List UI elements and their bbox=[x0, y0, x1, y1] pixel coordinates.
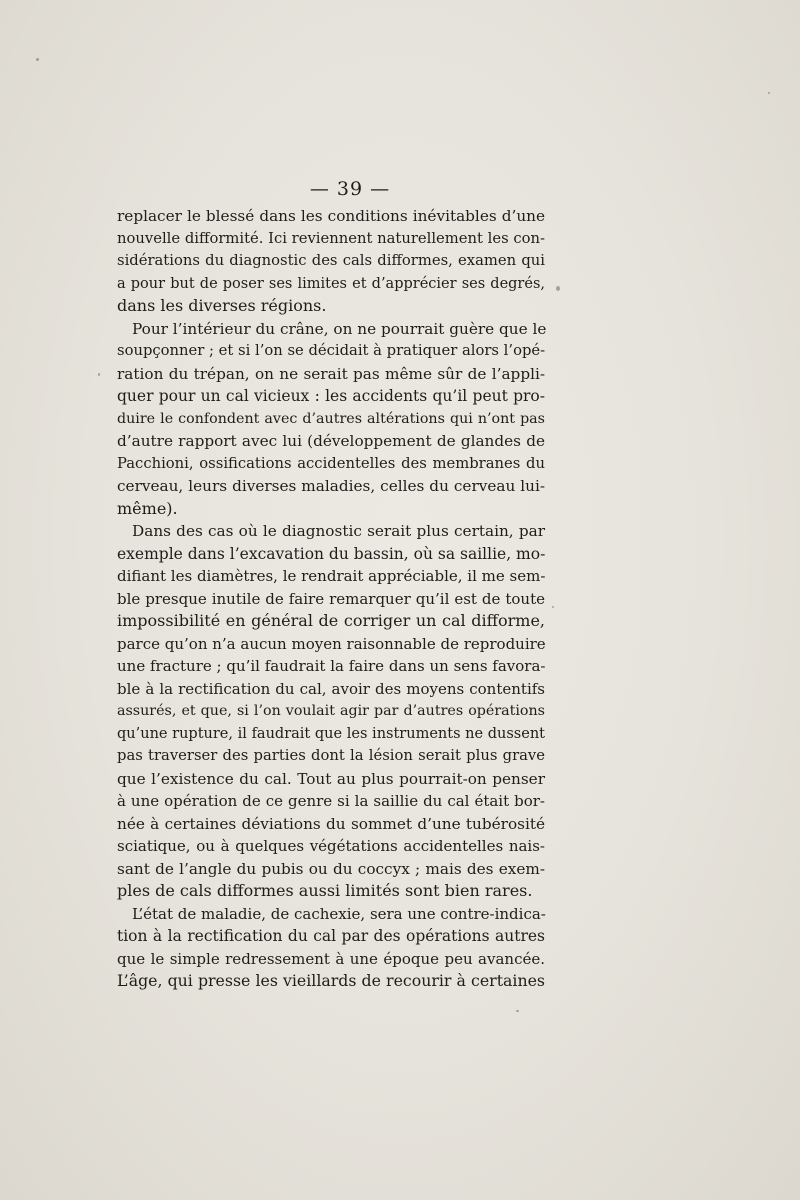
paper-speck bbox=[516, 1010, 519, 1012]
paper-speck bbox=[98, 373, 100, 376]
text-line: L’âge, qui presse les vieillards de recourir à certaines bbox=[117, 971, 545, 990]
text-line: Dans des cas où le diagnostic serait plus certain, par bbox=[132, 522, 545, 540]
text-line: même). bbox=[117, 498, 178, 518]
text-line: tion à la rectification du cal par des opérations autres bbox=[117, 927, 545, 945]
text-line: cerveau, leurs diverses maladies, celles du cerveau lui- bbox=[117, 477, 545, 495]
text-line: difiant les diamètres, le rendrait appréciable, il me sem- bbox=[117, 567, 546, 585]
body-text bbox=[117, 205, 545, 993]
text-line: impossibilité en général de corriger un cal difforme, bbox=[117, 611, 545, 630]
text-line: ration du trépan, on ne serait pas même sûr de l’appli- bbox=[117, 364, 545, 383]
text-line: née à certaines déviations du sommet d’une tubérosité bbox=[117, 814, 545, 833]
text-line: nouvelle difformité. Ici reviennent naturellement les con- bbox=[117, 229, 545, 247]
paper-speck bbox=[552, 606, 554, 608]
text-line: qu’une rupture, il faudrait que les instruments ne dussent bbox=[117, 725, 545, 742]
text-line: L’état de maladie, de cachexie, sera une contre-indica- bbox=[132, 904, 546, 923]
text-line: que le simple redressement à une époque peu avancée. bbox=[117, 949, 545, 968]
paper-speck bbox=[556, 286, 560, 291]
text-line: quer pour un cal vicieux : les accidents qu’il peut pro- bbox=[117, 387, 545, 405]
text-line: que l’existence du cal. Tout au plus pourrait-on penser bbox=[117, 769, 545, 788]
text-line: duire le confondent avec d’autres altérations qui n’ont pas bbox=[117, 410, 545, 427]
text-line: Pacchioni, ossifications accidentelles des membranes du bbox=[117, 454, 545, 472]
text-line: sant de l’angle du pubis ou du coccyx ; mais des exem- bbox=[117, 859, 545, 878]
text-line: pas traverser des parties dont la lésion serait plus grave bbox=[117, 747, 545, 764]
text-line: replacer le blessé dans les conditions inévitables d’une bbox=[117, 207, 545, 225]
text-line: sciatique, ou à quelques végétations accidentelles nais- bbox=[117, 837, 545, 855]
paper-speck bbox=[768, 92, 770, 94]
text-line: a pour but de poser ses limites et d’apprécier ses degrés, bbox=[117, 275, 545, 292]
text-line: ble à la rectification du cal, avoir des moyens contentifs bbox=[117, 679, 545, 698]
text-line: ples de cals difformes aussi limités sont bien rares. bbox=[117, 881, 533, 900]
page-number: — 39 — bbox=[309, 178, 391, 200]
text-line: sidérations du diagnostic des cals difformes, examen qui bbox=[117, 252, 545, 269]
text-line: Pour l’intérieur du crâne, on ne pourrait guère que le bbox=[132, 319, 547, 338]
text-line: assurés, et que, si l’on voulait agir par d’autres opérations bbox=[117, 703, 545, 719]
text-line: une fracture ; qu’il faudrait la faire dans un sens favora- bbox=[117, 657, 546, 675]
text-line: d’autre rapport avec lui (développement de glandes de bbox=[117, 432, 545, 450]
text-line: parce qu’on n’a aucun moyen raisonnable de reproduire bbox=[117, 634, 546, 653]
text-line: ble presque inutile de faire remarquer qu’il est de toute bbox=[117, 589, 545, 608]
text-line: à une opération de ce genre si la saillie du cal était bor- bbox=[117, 792, 545, 810]
text-line: soupçonner ; et si l’on se décidait à pratiquer alors l’opé- bbox=[117, 342, 546, 359]
text-line: dans les diverses régions. bbox=[117, 296, 327, 315]
paper-speck bbox=[36, 58, 39, 61]
text-line: exemple dans l’excavation du bassin, où sa saillie, mo- bbox=[117, 544, 546, 563]
